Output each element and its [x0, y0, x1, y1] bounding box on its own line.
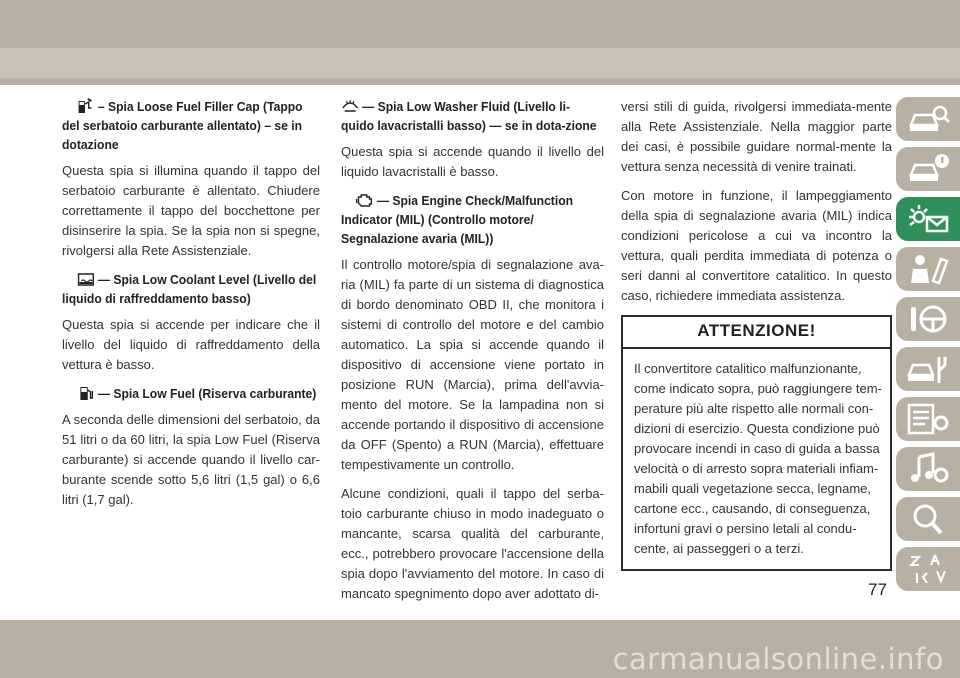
washer-fluid-icon — [341, 98, 359, 114]
paragraph: versi stili di guida, rivolgersi immediata-mente alla Rete Assistenziale. Nella maggior parte dei casi, è possibile guidare normal-mente la vettura senza necessità di venire trainati. — [621, 99, 892, 174]
heading-text: — Spia Low Washer Fluid (Livello li-quido lavacristalli basso) — se in dota-zione — [341, 99, 597, 133]
heading-loose-fuel-cap — [62, 97, 318, 154]
fuel-cap-icon — [77, 98, 95, 114]
warning-text: Il convertitore catalitico malfunzionante, come indicato sopra, può raggiungere tem-perature più alte rispetto alle normali con-dizioni di esercizio. Questa condizione può provocare incendi in caso di guida a bassa velocità o di arresto sopra materiali infiam-mabili quali vegetazione secca, legname, cartone ecc., causando, di conseguenza, infortuni gravi o persino letali al condu-cente, ai passeggeri o a terzi. — [634, 361, 882, 556]
paragraph: A seconda delle dimensioni del serbatoio, da 51 litri o da 60 litri, la spia Low Fuel (Riserva carburante) si accende quando il livello car-burante scende sotto 5,6 litri (1,5 gal) o 6,6 litri (1,7 gal). — [62, 412, 320, 507]
heading-text: — Spia Low Fuel (Riserva carburante) — [97, 386, 317, 401]
fuel-pump-icon — [77, 385, 95, 401]
page-number: 77 — [868, 580, 887, 599]
heading-low-coolant — [62, 270, 318, 308]
column-middle — [341, 97, 604, 613]
tab-car-info[interactable] — [896, 147, 960, 191]
tab-warning-lights[interactable] — [896, 197, 960, 241]
tab-search[interactable] — [896, 497, 960, 541]
footer-band — [0, 620, 960, 678]
coolant-level-icon — [77, 271, 95, 287]
car-search-icon — [905, 101, 951, 137]
paragraph: Alcune condizioni, quali il tappo del serba-toio carburante chiuso in modo inadeguato o mancante, scarsa qualità del carburante, ecc., potrebbero provocare l'accensione della spia dopo l'avviamento del motore. In caso di mancato spegnimento dopo aver adottato di- — [341, 486, 604, 601]
paragraph: Questa spia si accende per indicare che il livello del liquido di raffreddamento della vettura è basso. — [62, 317, 320, 372]
steering-wheel-icon — [905, 301, 951, 337]
heading-engine-check — [341, 191, 602, 248]
search-icon — [905, 501, 951, 537]
tab-car-tools[interactable] — [896, 347, 960, 391]
heading-low-fuel — [62, 384, 318, 403]
paragraph: Questa spia si illumina quando il tappo del serbatoio carburante è allentato. Chiudere correttamente il tappo del bocchettone per disinserire la spia. Se la spia non si spegne, rivolgersi alla Rete Assistenziale. — [62, 163, 320, 258]
list-settings-icon — [905, 401, 951, 437]
warning-title: ATTENZIONE! — [623, 317, 890, 349]
heading-text: — Spia Engine Check/Malfunction Indicator (MIL) (Controllo motore/ Segnalazione avaria (MIL)) — [341, 193, 574, 246]
tab-list-settings[interactable] — [896, 397, 960, 441]
person-safety-icon — [905, 251, 951, 287]
tab-person-safety[interactable] — [896, 247, 960, 291]
alphabet-index-icon — [905, 551, 951, 587]
paragraph: Il controllo motore/spia di segnalazione ava-ria (MIL) fa parte di un sistema di diagnostica di bordo denominato OBD II, che monitora i sistemi di controllo del motore e del cambio automatico. La spia si accende quando il dispositivo di accensione viene portato in posizione RUN (Marcia), prima dell'avvia-mento del motore. Se la lampadina non si accende portando il dispositivo di accensione da OFF (Spento) a RUN (Marcia), effettuare tempestivamente un controllo. — [341, 257, 604, 472]
engine-check-icon — [356, 192, 374, 208]
paragraph: Questa spia si accende quando il livello del liquido lavacristalli è basso. — [341, 144, 604, 179]
tab-music-settings[interactable] — [896, 447, 960, 491]
column-left — [62, 97, 320, 519]
heading-low-washer-fluid — [341, 97, 602, 135]
tab-alphabet-index[interactable] — [896, 547, 960, 591]
tab-steering-wheel[interactable] — [896, 297, 960, 341]
watermark[interactable]: carmanualsonline.info — [612, 642, 944, 676]
heading-text: – Spia Loose Fuel Filler Cap (Tappo del serbatoio carburante allentato) – se in dotazione — [62, 99, 303, 152]
warning-lights-icon — [905, 201, 951, 237]
chapter-tabs — [896, 97, 960, 597]
paragraph: Con motore in funzione, il lampeggiamento della spia di segnalazione avaria (MIL) indica condizioni pericolose a cui va incontro la vettura, quali perdita immediata di potenza o seri danni al convertitore catalitico. In questo caso, richiedere immediata assistenza. — [621, 188, 892, 303]
column-right — [621, 97, 892, 571]
car-tools-icon — [905, 351, 951, 387]
tab-car-search[interactable] — [896, 97, 960, 141]
music-settings-icon — [905, 451, 951, 487]
header-band — [0, 0, 960, 85]
warning-box — [621, 315, 892, 571]
heading-text: — Spia Low Coolant Level (Livello del liquido di raffreddamento basso) — [62, 272, 317, 306]
car-info-icon — [905, 151, 951, 187]
